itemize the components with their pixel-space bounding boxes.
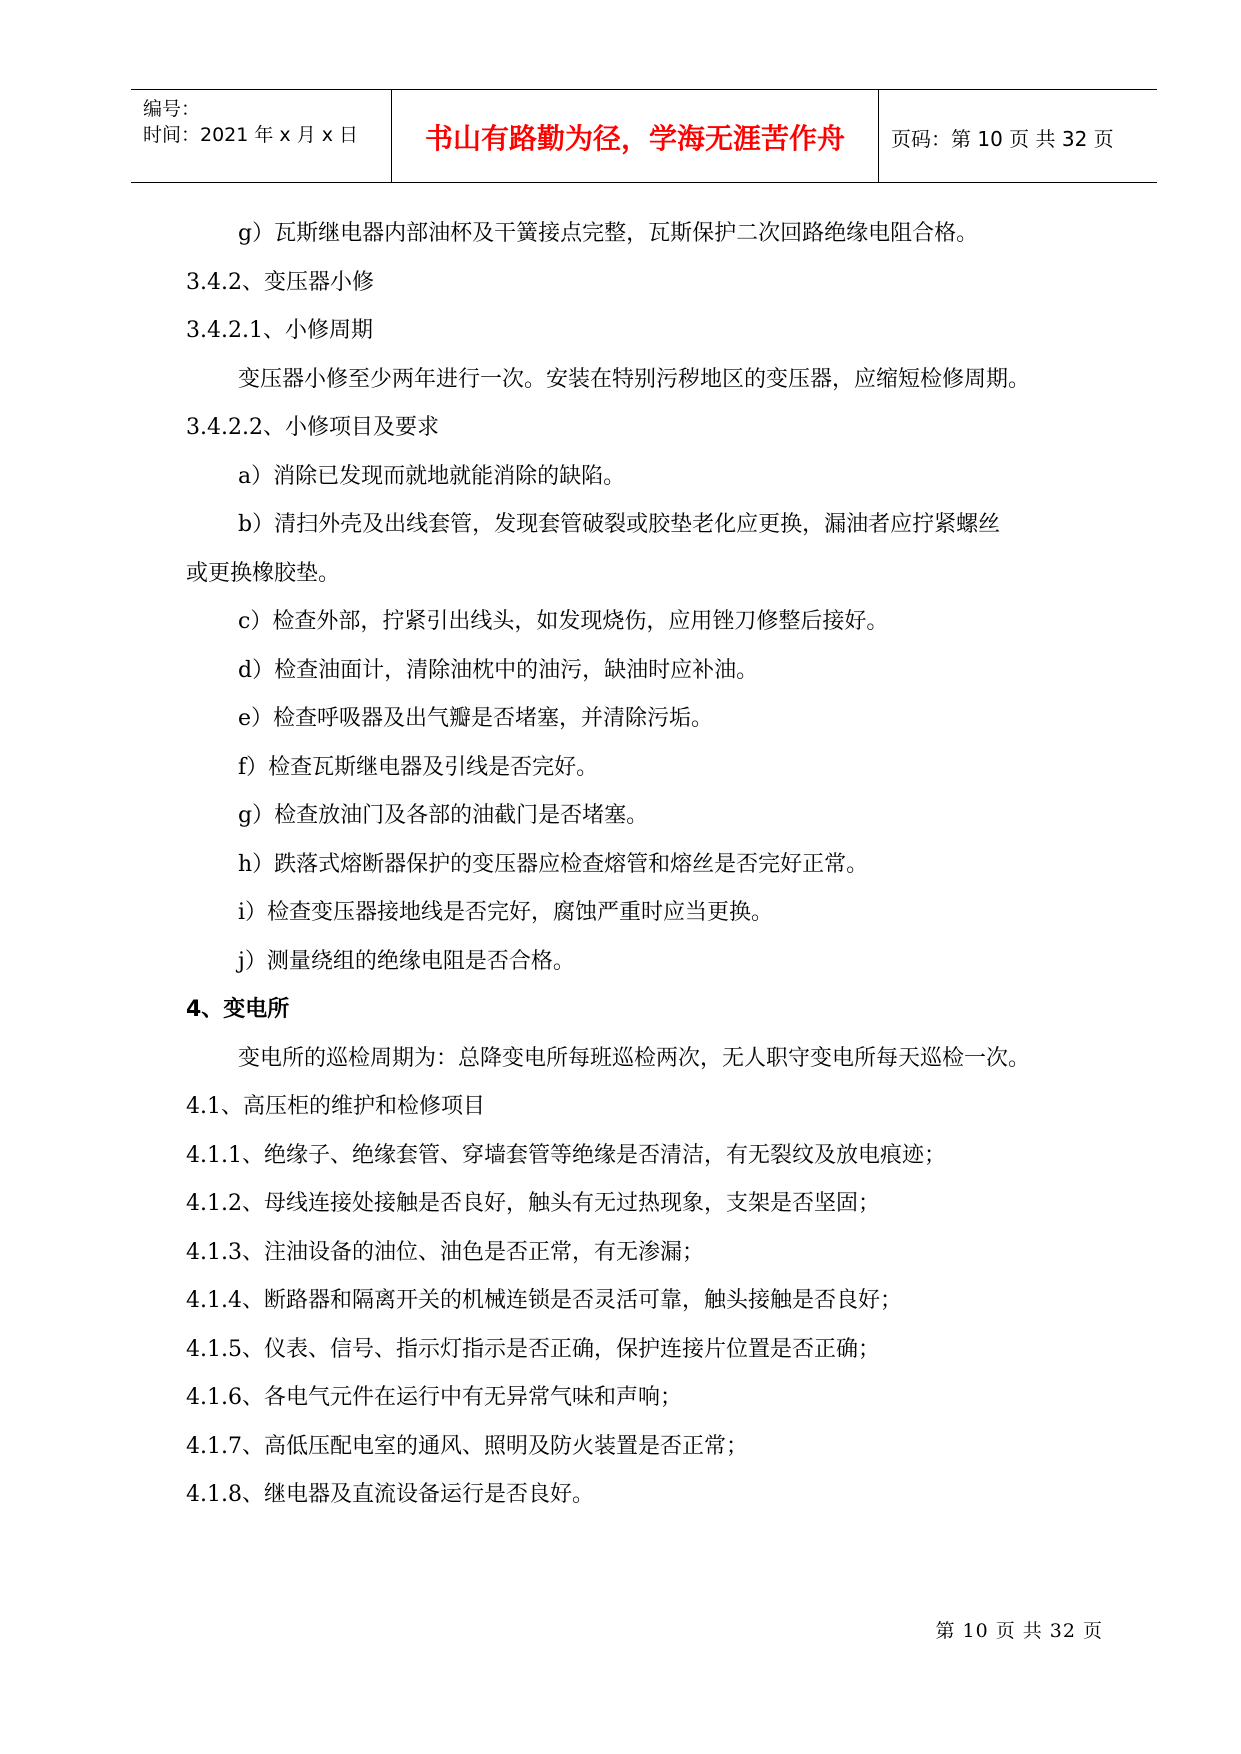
- check-item: 4.1.2、母线连接处接触是否良好，触头有无过热现象，支架是否坚固；: [186, 1191, 880, 1216]
- check-item: 4.1.4、断路器和隔离开关的机械连锁是否灵活可靠，触头接触是否良好；: [186, 1288, 902, 1313]
- list-item: d）检查油面计，清除油枕中的油污，缺油时应补油。: [238, 657, 759, 683]
- document-number-label: 编号：: [143, 98, 201, 120]
- check-item: 4.1.7、高低压配电室的通风、照明及防火装置是否正常；: [186, 1433, 748, 1459]
- paragraph: 变电所的巡检周期为：总降变电所每班巡检两次，无人职守变电所每天巡检一次。: [238, 1045, 1031, 1071]
- header-info-cell: [131, 90, 392, 182]
- document-body: [186, 210, 1106, 1520]
- list-item: j）测量绕组的绝缘电阻是否合格。: [238, 948, 575, 974]
- check-item: 4.1.1、绝缘子、绝缘套管、穿墙套管等绝缘是否清洁，有无裂纹及放电痕迹；: [186, 1142, 946, 1168]
- section-heading: 3.4.2.1、小修周期: [186, 318, 373, 343]
- list-item: g）瓦斯继电器内部油杯及干簧接点完整，瓦斯保护二次回路绝缘电阻合格。: [238, 221, 979, 246]
- section-heading: 4.1、高压柜的维护和检修项目: [186, 1094, 485, 1119]
- list-item: h）跌落式熔断器保护的变压器应检查熔管和熔丝是否完好正常。: [238, 851, 869, 877]
- page-footer: 第 10 页 共 32 页: [935, 1620, 1103, 1642]
- list-item-continuation: 或更换橡胶垫。: [186, 560, 341, 586]
- header-page-cell: [879, 92, 1157, 182]
- section-heading: 3.4.2.2、小修项目及要求: [186, 415, 439, 440]
- list-item: g）检查放油门及各部的油截门是否堵塞。: [238, 803, 649, 828]
- paragraph: 变压器小修至少两年进行一次。安装在特别污秽地区的变压器，应缩短检修周期。: [238, 366, 1031, 392]
- header-motto: 书山有路勤为径，学海无涯苦作舟: [424, 122, 845, 155]
- check-item: 4.1.5、仪表、信号、指示灯指示是否正确，保护连接片位置是否正确；: [186, 1336, 880, 1362]
- list-item: i）检查变压器接地线是否完好，腐蚀严重时应当更换。: [238, 900, 774, 925]
- page-header: [131, 89, 1157, 183]
- check-item: 4.1.8、继电器及直流设备运行是否良好。: [186, 1482, 594, 1507]
- header-page-label: 页码：第 10 页 共 32 页: [891, 126, 1114, 151]
- chapter-heading: 4、变电所: [186, 997, 290, 1022]
- list-item: f）检查瓦斯继电器及引线是否完好。: [238, 754, 599, 780]
- list-item: e）检查呼吸器及出气瓣是否堵塞，并清除污垢。: [238, 706, 714, 731]
- check-item: 4.1.6、各电气元件在运行中有无异常气味和声响；: [186, 1385, 682, 1410]
- list-item: a）消除已发现而就地就能消除的缺陷。: [238, 463, 626, 489]
- check-item: 4.1.3、注油设备的油位、油色是否正常，有无渗漏；: [186, 1239, 704, 1265]
- header-motto-cell: [392, 90, 879, 182]
- section-heading: 3.4.2、变压器小修: [186, 269, 374, 295]
- list-item: b）清扫外壳及出线套管，发现套管破裂或胶垫老化应更换，漏油者应拧紧螺丝: [238, 512, 1001, 537]
- document-time-label: 时间：2021 年 x 月 x 日: [143, 124, 359, 146]
- list-item: c）检查外部，拧紧引出线头，如发现烧伤，应用锉刀修整后接好。: [238, 609, 889, 634]
